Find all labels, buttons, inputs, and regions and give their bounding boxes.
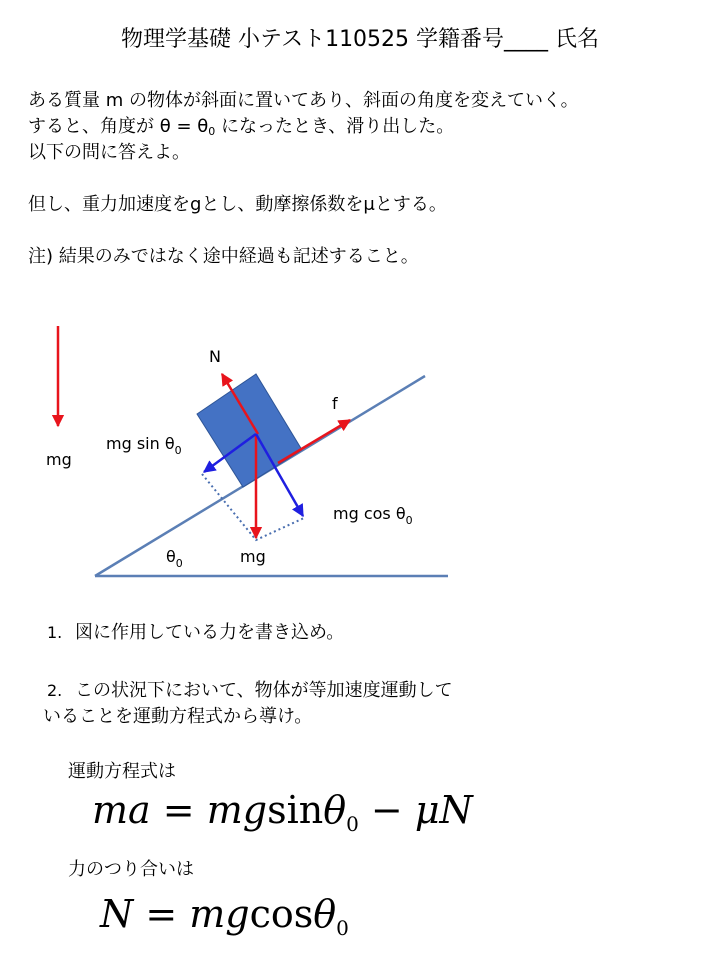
- intro-line-4: 但し、重力加速度をgとし、動摩擦係数をμとする。: [28, 194, 447, 215]
- intro-line-2: すると、角度が $\theta = \theta_0$ になったとき、滑り出した。: [28, 116, 455, 138]
- question-2: [43, 678, 453, 730]
- label-mgcos: mg $\cos \theta_0$: [333, 504, 413, 527]
- question-1-text: 図に作用している力を書き込め。: [75, 622, 345, 643]
- label-f: f: [332, 394, 338, 413]
- answer-label-force-balance: 力のつり合いは: [68, 859, 194, 880]
- question-1: [47, 620, 344, 646]
- question-2-number: 2.: [47, 681, 63, 700]
- force-balance-equation: N = mgcosθ$_0$: [100, 892, 349, 940]
- question-2-line-2: いることを運動方程式から導け。: [43, 706, 313, 727]
- intro-line-1: ある質量 m の物体が斜面に置いてあり、斜面の角度を変えていく。: [28, 90, 579, 111]
- label-mg-bottom: mg: [240, 547, 266, 566]
- question-1-number: 1.: [47, 623, 63, 642]
- intro-note: 注) 結果のみではなく途中経過も記述すること。: [28, 246, 419, 267]
- intro-line-3: 以下の問に答えよ。: [28, 142, 190, 163]
- block: [197, 374, 302, 487]
- equation-of-motion: ma = mgsinθ$_0$ − μN: [92, 788, 473, 836]
- label-N: N: [209, 347, 221, 366]
- label-mg-left: mg: [46, 450, 72, 469]
- page-title: 物理学基礎 小テスト110525 学籍番号____ 氏名: [120, 27, 600, 52]
- question-2-line-1: この状況下において、物体が等加速度運動して: [75, 680, 453, 701]
- label-theta: $\theta_0$: [166, 547, 183, 570]
- label-mgsin: mg $\sin \theta_0$: [106, 434, 182, 457]
- component-guide-dotted: [202, 474, 304, 540]
- answer-label-equation-of-motion: 運動方程式は: [68, 761, 176, 782]
